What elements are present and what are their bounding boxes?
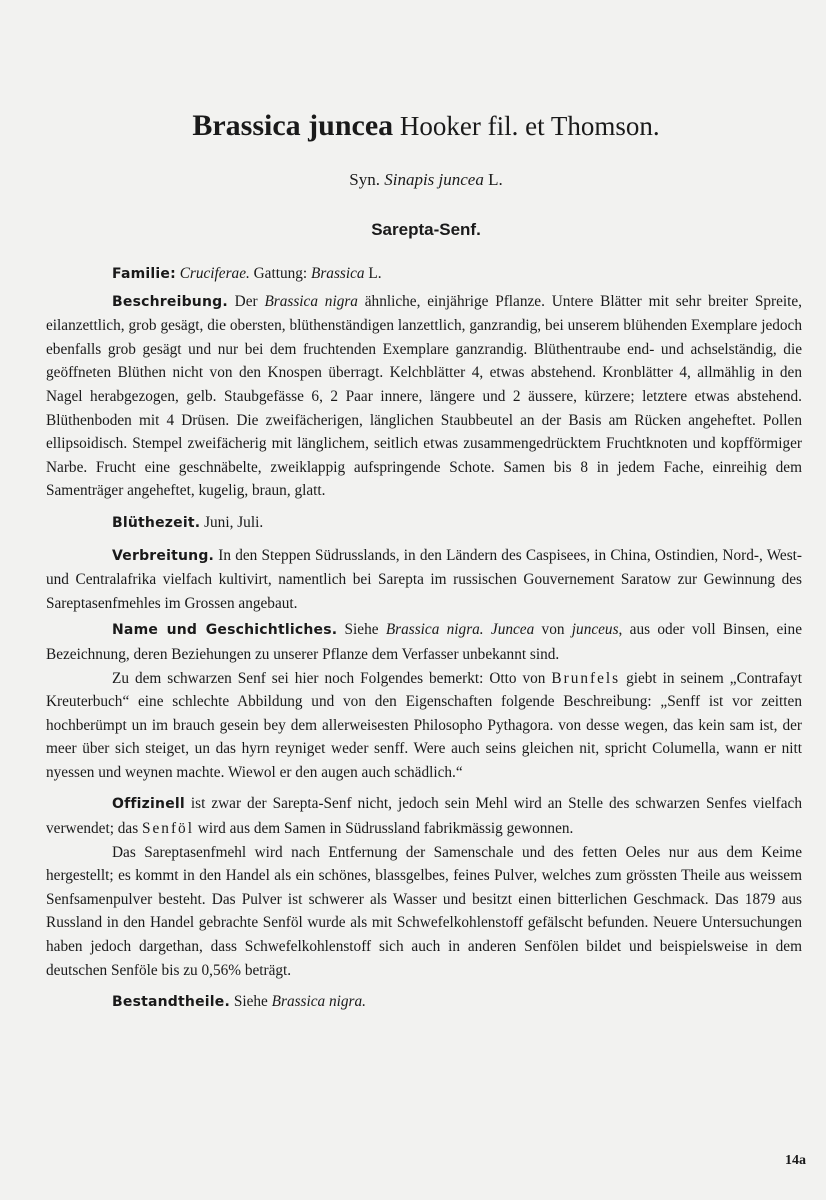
verbreitung-label: Verbreitung. — [112, 547, 215, 564]
offizinell-pre: ist zwar der Sarepta-Senf nicht, jedoch sein Mehl wird an Stelle des schwarzen Senfes vielfach verwendet; das — [46, 795, 802, 838]
offizinell-p2: Das Sareptasenfmehl wird nach Entfernung der Samenschale und des fetten Oeles nur aus dem Keime hergestellt; es kommt in den Handel als ein schönes, blassgelbes, feines Pulver, welches zum grössten Theile aus weissem Senfsamenpulver besteht. Das Pulver ist schwerer als Wasser und besitzt einen bitterlichen Geschmack. Das 1879 aus Russland in den Handel gebrachte Senföl wurde als mit Schwefelkohlenstoff gefälscht befunden. Neuere Untersuchungen haben jedoch dargethan, dass Schwefelkohlenstoff sich auch in anderen Senfölen bildet und beispielsweise in dem deutschen Senföle bis zu 0,56% — [46, 843, 802, 979]
beschreibung-ref: Brassica nigra — [264, 292, 358, 310]
name-mid: von — [534, 621, 572, 639]
beschreibung-text: ähnliche, einjährige Pflanze. Untere Blätter mit sehr breiter Spreite, eilanzettlich, grob gesägt, die obersten, blüthenständigen lanzettlich, ganzrandig, bei unserem blühenden Exemplare jedoch ebenfalls grob gesägt und nur bei dem fruchtenden Exemplare ganzrandig. Blüthentraube end- und achselständig, die geöffneten Blüthen nicht von den Knospen überragt. Kelchblätter 4, etwas abstehend. Kronblätter 4, allmählig in den Nagel herabgezogen, gelb. Staubgefässe 6, 2 Paar innere, längere und 2 äussere, kürzere; letztere etwas abstehend. Blüthenboden mit 4 Drüsen. Die zweifächerigen, länglichen Staubbeutel an der Basis am Rücken angeheftet. Pollen ellipsoidisch. Stempel zweifächerig mit länglichem, seitlich etwas zusammengedrücktem Fruchtknoten und kopfförmiger Narbe. Frucht eine geschnäbelte, zweiklappig aufspringende Schote. Samen bis 8 in jedem Fache, einreihig dem Samenträger angeheftet, kugelig, braun, glatt. — [46, 292, 802, 500]
offizinell-paragraph-2 — [46, 841, 802, 983]
title-authority: Hooker fil. et Thomson. — [393, 111, 660, 141]
document-page — [46, 0, 802, 1200]
name-paragraph-2 — [46, 667, 802, 785]
synonym-line — [46, 168, 806, 192]
name-ref3: junceus — [571, 621, 619, 639]
offizinell-text: wird aus dem Samen in Südrussland fabrikmässig gewonnen. — [193, 820, 574, 838]
bluethezeit-label: Blüthezeit. — [112, 514, 201, 531]
name-pre: Siehe — [337, 621, 386, 639]
beschreibung-pre: Der — [227, 292, 265, 310]
offizinell-spaced: Senföl — [142, 820, 194, 838]
beschreibung-paragraph — [46, 290, 802, 503]
verbreitung-paragraph — [46, 544, 802, 616]
familie-paragraph — [46, 262, 802, 287]
synonym-prefix: Syn. — [349, 170, 385, 189]
beschreibung-label: Beschreibung. — [112, 293, 228, 310]
bluethezeit-paragraph — [46, 511, 802, 536]
article-body — [46, 262, 802, 1015]
bestandtheile-ref: Brassica nigra. — [271, 993, 366, 1011]
synonym-suffix: L. — [483, 170, 503, 189]
synonym-name: Sinapis juncea — [384, 170, 484, 189]
offizinell-paragraph — [46, 792, 802, 840]
name-label: Name und Geschichtliches. — [112, 622, 338, 639]
verbreitung-text: In den Steppen Südrusslands, in den Ländern des Caspisees, in China, Ostindien, Nord-, West- und Centralafrika vielfach kultivirt, namentlich bei Sarepta im russischen Gouvernement Saratow zur Gewinnung des Sareptasenfmehles im Grossen angebaut. — [46, 546, 802, 612]
page-number: 14a — [785, 1153, 806, 1168]
name-p2-pre: Zu dem schwarzen Senf sei hier noch Folgendes bemerkt: Otto von — [112, 669, 552, 687]
name-paragraph — [46, 618, 802, 666]
familie-family: Cruciferae. — [179, 265, 250, 282]
familie-genus-suffix: L. — [364, 265, 382, 282]
familie-label: Familie: — [112, 266, 176, 282]
common-name: Sarepta-Senf. — [371, 220, 481, 239]
title-species: Brassica juncea — [192, 109, 394, 142]
offizinell-p2-end: beträgt. — [241, 961, 292, 979]
name-p2-spaced: Brunfels — [551, 669, 621, 687]
name-p2-text: giebt in seinem „Contrafayt Kreuterbuch“ eine schlechte Abbildung und von den Eigenschaften folgende Beschreibung: „Senff ist vor zeitten hochberümpt un im brauch gesein bey dem allerweisesten Philosopho Pythagora. von desse wegen, das kein sam ist, der meer über sich steiget, un das hyrn reyniget weder senff. Were auch seins gleichen nit, spricht Columella, wann er nitt nyessen und weynen machte. Wiewol er den augen auch schädlich.“ — [46, 669, 802, 781]
name-ref2: Juncea — [483, 621, 535, 639]
name-text: , aus oder voll Binsen, eine Bezeichnung, deren Beziehungen zu unserer Pflanze dem Verfasser unbekannt sind. — [46, 621, 802, 663]
familie-genus-label: Gattung: — [249, 265, 311, 282]
bluethezeit-text: Juni, Juli. — [200, 513, 264, 531]
bestandtheile-paragraph — [46, 990, 802, 1015]
bestandtheile-label: Bestandtheile. — [112, 994, 230, 1011]
familie-genus: Brassica — [311, 265, 365, 282]
page-title — [46, 106, 806, 147]
name-ref: Brassica nigra. — [385, 621, 484, 639]
bestandtheile-pre: Siehe — [230, 993, 272, 1011]
offizinell-label: Offizinell — [112, 796, 185, 813]
